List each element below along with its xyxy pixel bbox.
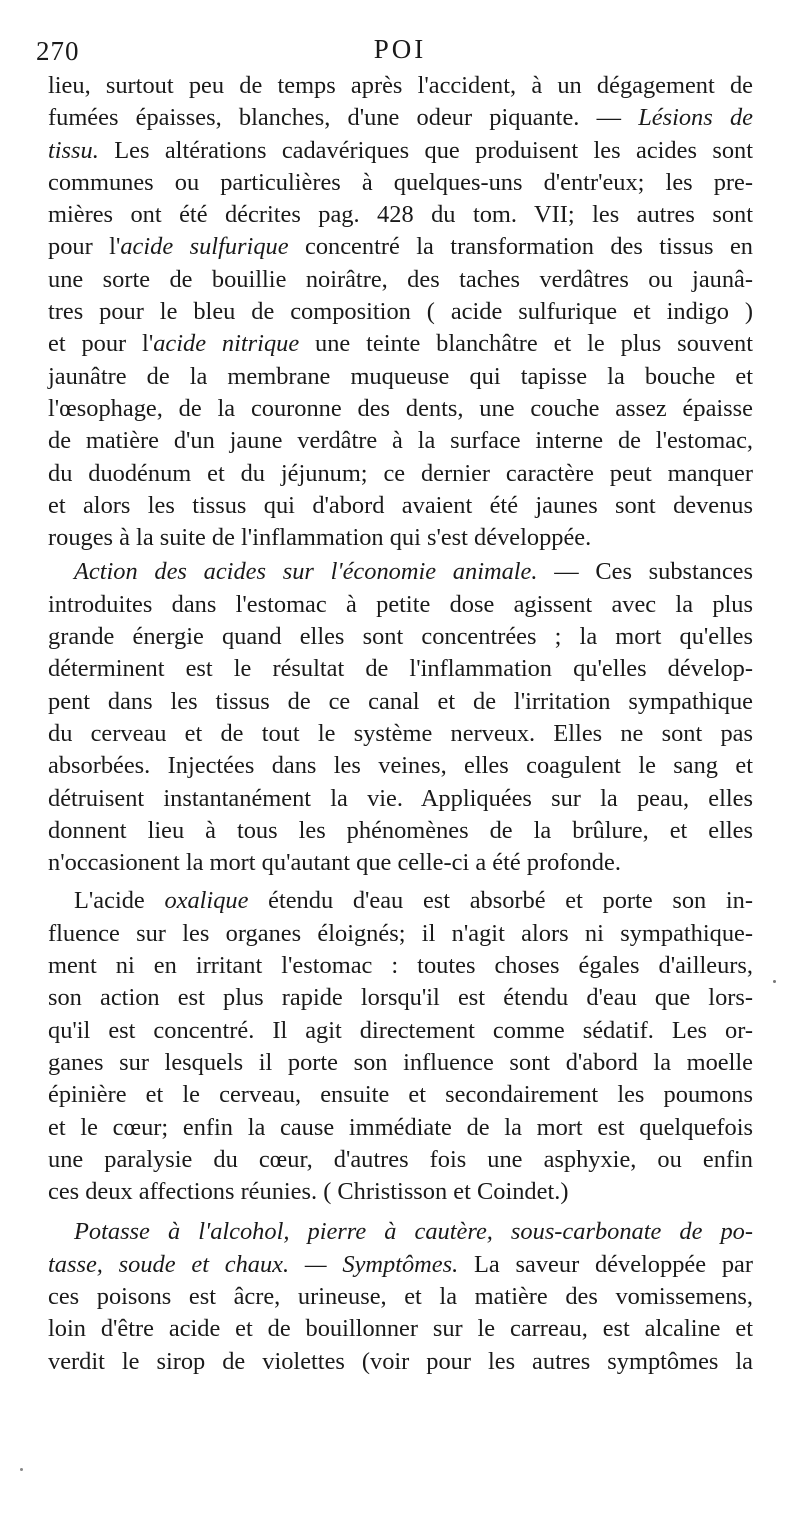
paragraph-acide-oxalique xyxy=(48,885,753,1208)
text-line: introduites dans l'estomac à petite dose agissent avec la plus xyxy=(48,590,753,618)
text-line: déterminent est le résultat de l'inflammation qu'elles dévelop- xyxy=(48,655,753,683)
text-line: détruisent instantanément la vie. Appliquées sur la peau, elles xyxy=(48,784,753,812)
text-line: l'œsophage, de la couronne des dents, une couche assez épaisse xyxy=(48,394,753,422)
paragraph-action-acides xyxy=(48,556,753,879)
scan-speck xyxy=(20,1468,23,1471)
text-line: rouges à la suite de l'inflammation qui s'est développée. xyxy=(48,524,592,552)
running-head: POI xyxy=(373,34,427,64)
text-line: mières ont été décrites pag. 428 du tom. VII; les autres sont xyxy=(48,201,753,229)
text-line: communes ou particulières à quelques-uns d'entr'eux; les pre- xyxy=(48,168,753,196)
text-line: n'occasionent la mort qu'autant que celle-ci a été profonde. xyxy=(48,849,621,877)
text-line: fumées épaisses, blanches, d'une odeur piquante. — Lésions de xyxy=(48,104,753,132)
paragraph-lesions xyxy=(48,70,753,554)
text-line: une paralysie du cœur, d'autres fois une asphyxie, ou enfin xyxy=(48,1145,753,1173)
text-line: lieu, surtout peu de temps après l'accident, à un dégagement de xyxy=(48,72,753,99)
text-line: ganes sur lesquels il porte son influence sont d'abord la moelle xyxy=(48,1048,753,1076)
text-line: Action des acides sur l'économie animale. — Ces substances xyxy=(74,558,753,586)
text-line: Potasse à l'alcohol, pierre à cautère, sous-carbonate de po- xyxy=(74,1218,753,1246)
text-line: du cerveau et de tout le système nerveux. Elles ne sont pas xyxy=(48,719,753,747)
text-line: et pour l'acide nitrique une teinte blanchâtre et le plus souvent xyxy=(48,330,753,358)
text-line: grande énergie quand elles sont concentrées ; la mort qu'elles xyxy=(48,623,753,651)
text-line: ces poisons est âcre, urineuse, et la matière des vomissemens, xyxy=(48,1282,753,1310)
text-line: pour l'acide sulfurique concentré la transformation des tissus en xyxy=(48,233,754,261)
text-line: du duodénum et du jéjunum; ce dernier caractère peut manquer xyxy=(48,459,753,487)
text-line: ces deux affections réunies. ( Christisson et Coindet.) xyxy=(48,1178,569,1206)
paragraph-potasse xyxy=(48,1216,753,1377)
text-line: son action est plus rapide lorsqu'il est étendu d'eau que lors- xyxy=(48,984,753,1012)
text-line: verdit le sirop de violettes (voir pour les autres symptômes la xyxy=(48,1347,753,1375)
text-line: ment ni en irritant l'estomac : toutes choses égales d'ailleurs, xyxy=(48,952,753,980)
text-line: L'acide oxalique étendu d'eau est absorbé et porte son in- xyxy=(74,887,754,915)
text-line: tres pour le bleu de composition ( acide sulfurique et indigo ) xyxy=(48,298,753,326)
text-line: de matière d'un jaune verdâtre à la surface interne de l'estomac, xyxy=(48,427,753,455)
text-line: loin d'être acide et de bouillonner sur le carreau, est alcaline et xyxy=(48,1315,753,1343)
text-line: et le cœur; enfin la cause immédiate de la mort est quelquefois xyxy=(48,1113,753,1141)
page-number: 270 xyxy=(36,36,80,66)
text-line: donnent lieu à tous les phénomènes de la brûlure, et elles xyxy=(48,816,753,844)
text-line: tissu. Les altérations cadavériques que produisent les acides sont xyxy=(48,136,753,164)
page-header xyxy=(36,34,764,68)
text-line: absorbées. Injectées dans les veines, elles coagulent le sang et xyxy=(48,752,753,780)
page-body xyxy=(48,70,753,1378)
text-line: épinière et le cerveau, ensuite et secondairement les poumons xyxy=(48,1081,753,1109)
text-line: pent dans les tissus de ce canal et de l'irritation sympathique xyxy=(48,687,753,715)
text-line: fluence sur les organes éloignés; il n'agit alors ni sympathique- xyxy=(48,919,753,947)
scan-speck xyxy=(773,980,776,983)
text-line: tasse, soude et chaux. — Symptômes. La saveur développée par xyxy=(48,1250,753,1278)
text-line: qu'il est concentré. Il agit directement comme sédatif. Les or- xyxy=(48,1016,753,1044)
text-line: et alors les tissus qui d'abord avaient été jaunes sont devenus xyxy=(48,491,753,519)
text-line: une sorte de bouillie noirâtre, des taches verdâtres ou jaunâ- xyxy=(48,265,753,293)
text-line: jaunâtre de la membrane muqueuse qui tapisse la bouche et xyxy=(48,362,753,390)
